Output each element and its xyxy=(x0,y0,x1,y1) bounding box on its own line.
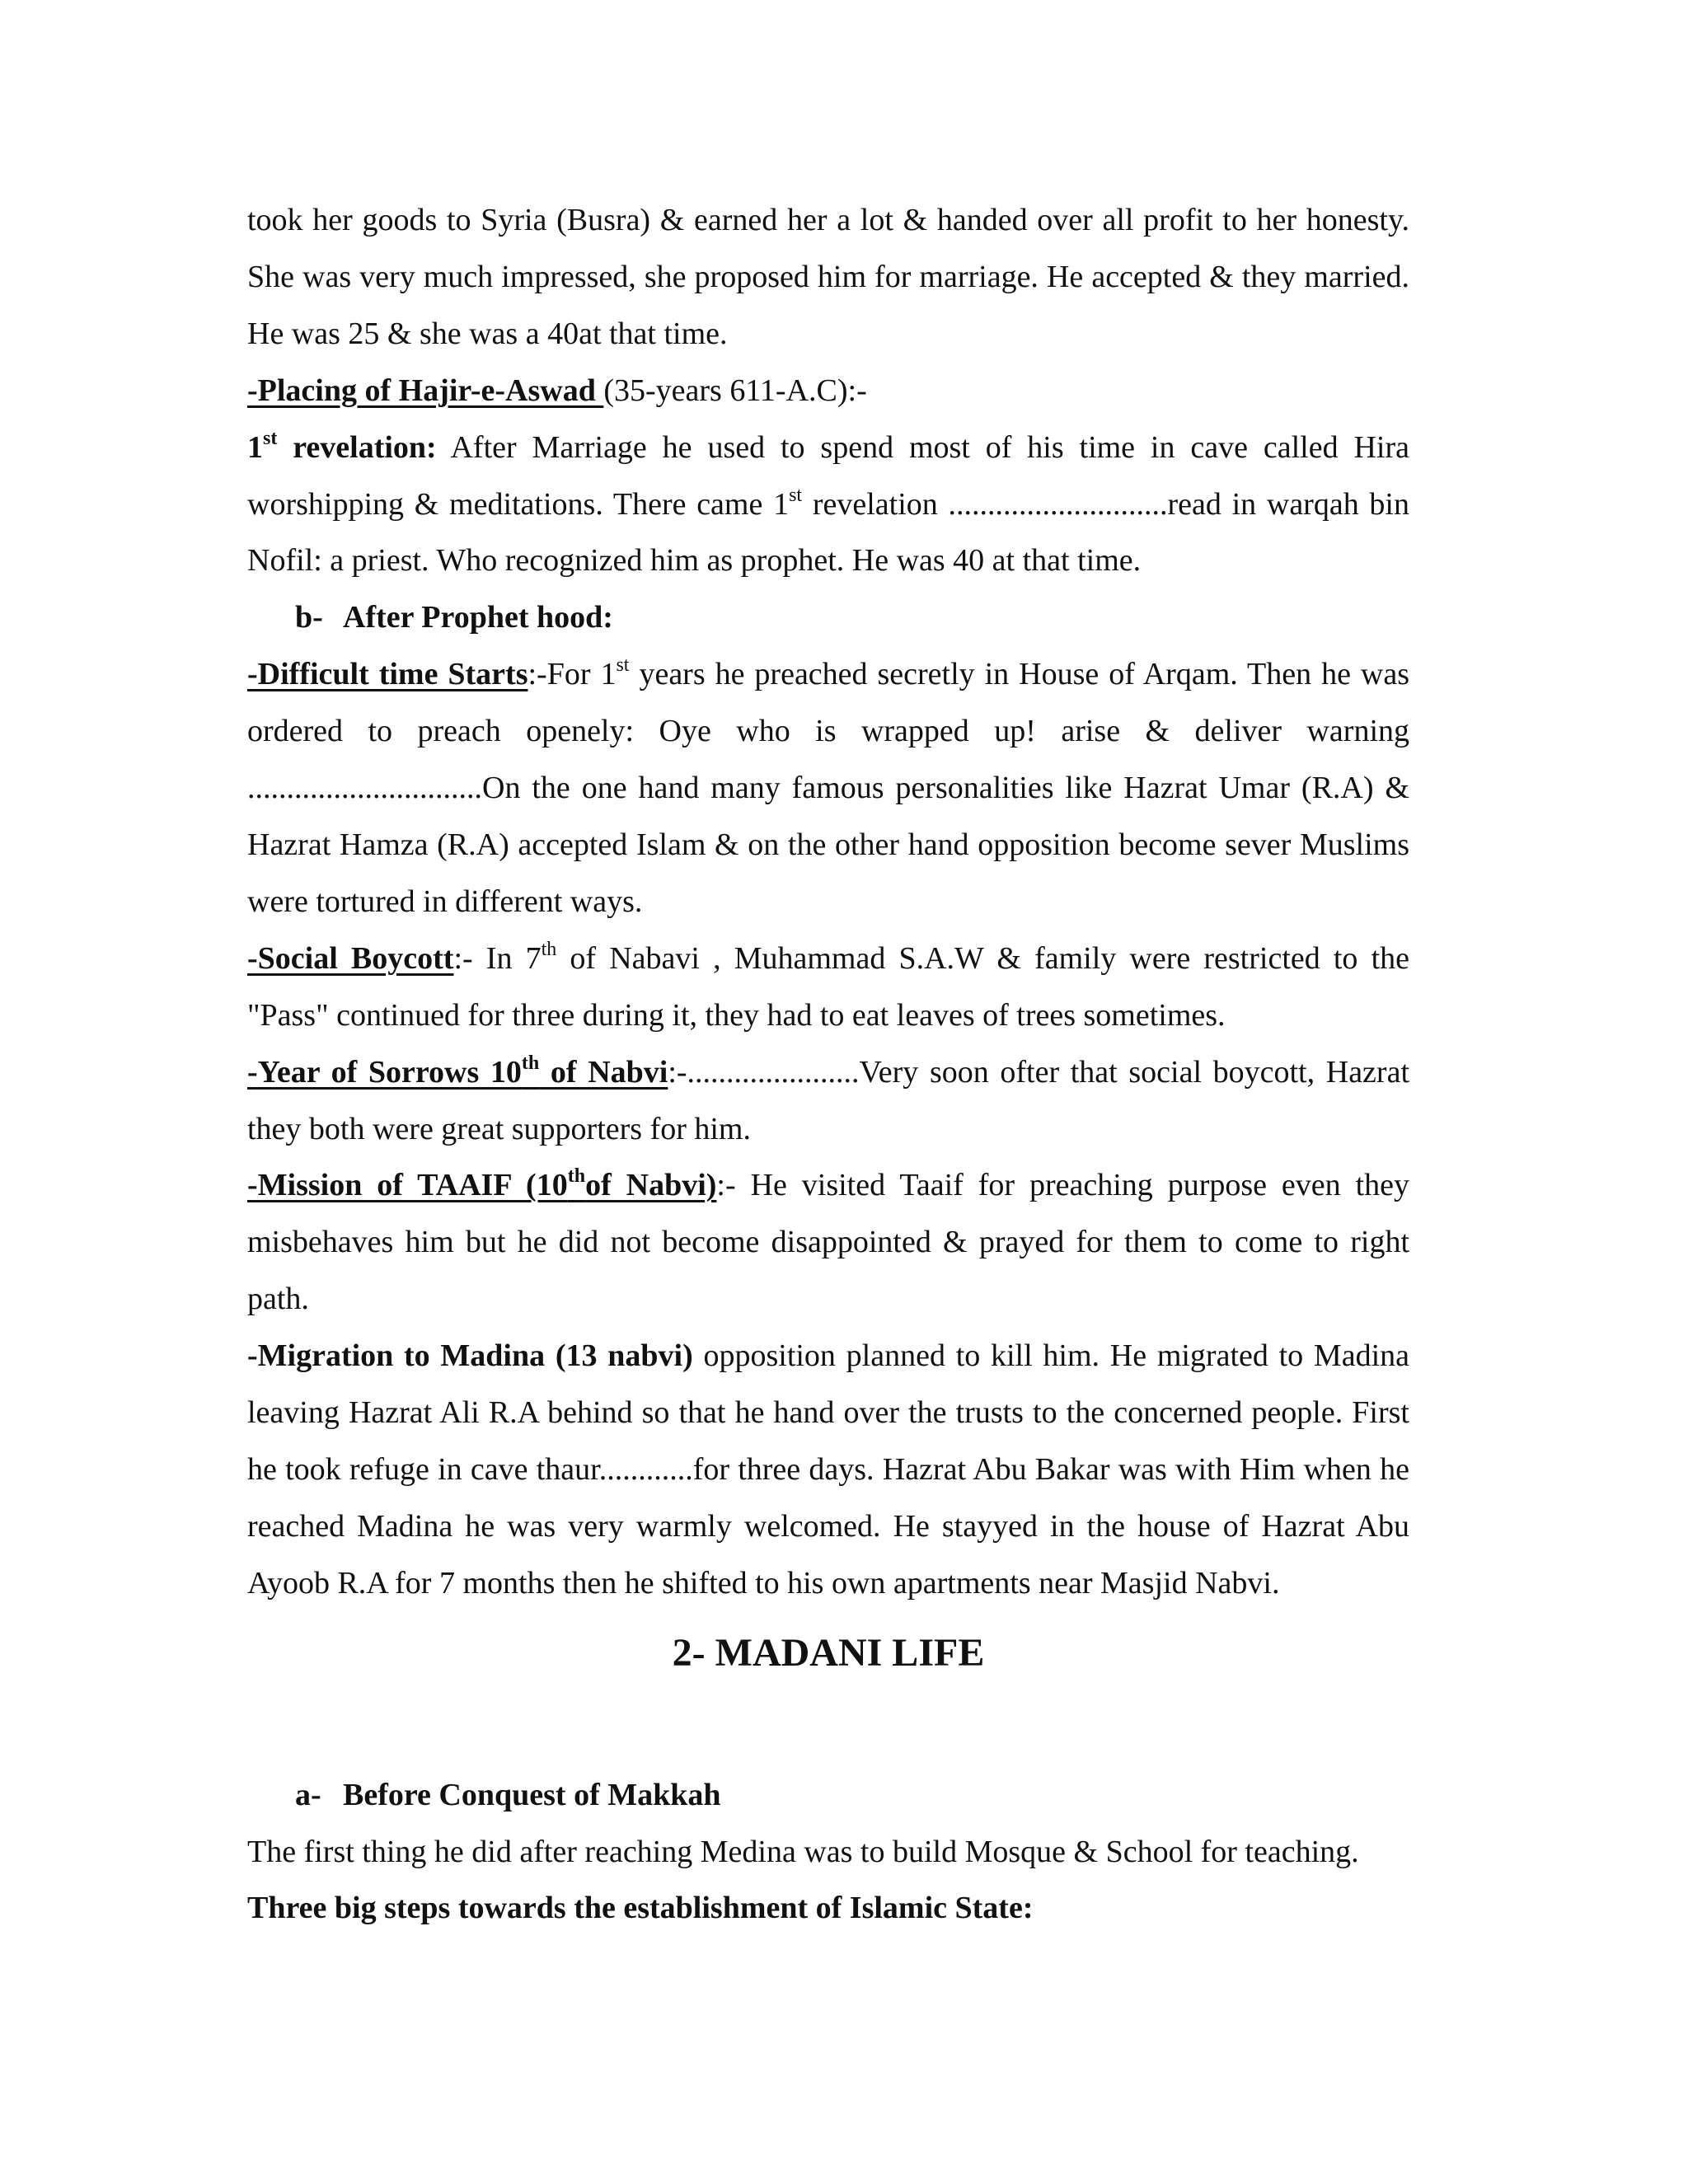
heading-placing-hajar: -Placing of Hajir-e-Aswad xyxy=(247,373,604,408)
heading-first-revelation: 1st revelation: xyxy=(247,427,437,465)
heading-social-boycott: -Social Boycott xyxy=(247,940,454,976)
paragraph-marriage: took her goods to Syria (Busra) & earned her a lot & handed over all profit to her honesty. She was very much impressed, she proposed him for marriage. He accepted & they married. He was 25 & she was a 40at that time. xyxy=(247,203,1409,351)
list-marker-a: a- xyxy=(295,1777,321,1812)
paragraph-migration: -Migration to Madina (13 nabvi) opposition planned to kill him. He migrated to Madina leaving Hazrat Ali R.A behind so that he hand over the trusts to the concerned people. First he took refuge in cave thaur............for three days. Hazrat Abu Bakar was with Him when he reached Madina he was very warmly welcomed. He stayyed in the house of Hazrat Abu Ayoob R.A for 7 months then he shifted to his own apartments near Masjid Nabvi. xyxy=(247,1338,1409,1601)
paragraph-first-revelation: 1st revelation: After Marriage he used to spend most of his time in cave called Hira worshipping & meditations. There came 1st revelation ............................read in warqah bin Nofil: a priest. Who recognized him as prophet. He was 40 at that time. xyxy=(247,427,1409,579)
list-marker-b: b- xyxy=(295,600,323,635)
hajar-date: (35-years 611-A.C):- xyxy=(603,373,867,408)
paragraph-hajar-e-aswad xyxy=(247,363,1409,419)
heading-mission-taaif: -Mission of TAAIF (10thof Nabvi) xyxy=(247,1165,717,1203)
paragraph-difficult-time: -Difficult time Starts:-For 1st years he preached secretly in House of Arqam. Then he was ordered to preach openely: Oye who is wrapped up! arise & deliver warning ..............................On the one hand many famous personalities like Hazrat Umar (R.A) & Hazrat Hamza (R.A) accepted Islam & on the other hand opposition become sever Muslims were tortured in different ways. xyxy=(247,654,1410,919)
heading-migration: -Migration to Madina (13 nabvi) xyxy=(247,1338,693,1374)
paragraph-year-of-sorrows: -Year of Sorrows 10th of Nabvi:-......................Very soon ofter that social boycott, Hazrat they both were great supporters for him. xyxy=(247,1052,1410,1146)
heading-difficult-time: -Difficult time Starts xyxy=(247,657,528,692)
heading-three-big-steps: Three big steps towards the establishment of Islamic State: xyxy=(247,1891,1034,1926)
paragraph-mission-taaif: -Mission of TAAIF (10thof Nabvi):- He visited Taaif for preaching purpose even they misbehaves him but he did not become disappointed & prayed for them to come to right path. xyxy=(247,1165,1409,1317)
page-content xyxy=(247,192,1409,1937)
subheading-after-prophet-hood: b- After Prophet hood: xyxy=(247,589,1409,646)
paragraph-social-boycott: -Social Boycott:- In 7th of Nabavi , Muhammad S.A.W & family were restricted to the "Pass" continued for three during it, they had to eat leaves of trees sometimes. xyxy=(247,938,1409,1033)
paragraph-first-thing: The first thing he did after reaching Medina was to build Mosque & School for teaching. xyxy=(247,1834,1359,1869)
heading-year-of-sorrows: -Year of Sorrows 10th of Nabvi xyxy=(247,1052,668,1090)
subheading-before-conquest: a- Before Conquest of Makkah xyxy=(247,1767,1409,1824)
section-title-madani-life: 2- MADANI LIFE xyxy=(672,1630,985,1675)
